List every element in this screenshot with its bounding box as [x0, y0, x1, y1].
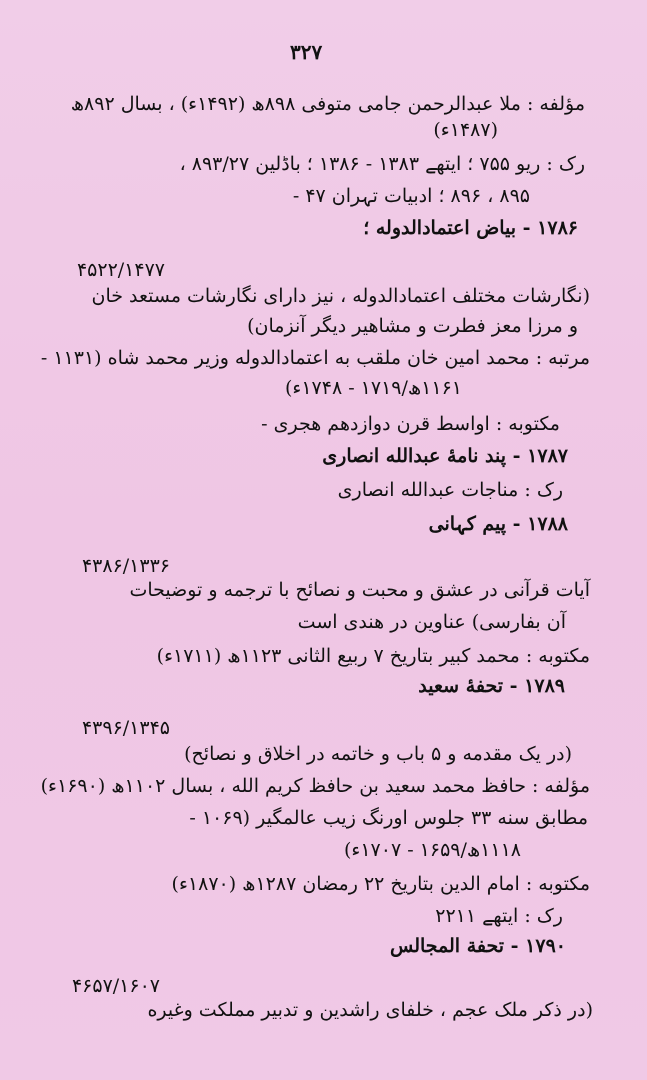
entry-heading: ۱۷۹۰ - تحفة المجالس — [389, 935, 566, 957]
text-line: (در یک مقدمه و ۵ باب و خاتمه در اخلاق و نصائح) — [184, 743, 572, 765]
text-line: و مرزا معز فطرت و مشاهیر دیگر آنزمان) — [247, 315, 578, 337]
text-line: ۴۶۵۷/۱۶۰۷ — [71, 975, 160, 997]
page-number: ۳۲۷ — [290, 40, 323, 64]
text-line: رک : ریو ۷۵۵ ؛ ایتھے ۱۳۸۳ - ۱۳۸۶ ؛ باڈلین ۸۹۳/۲۷ ، — [179, 153, 585, 175]
text-line: ۸۹۵ ، ۸۹۶ ؛ ادبیات تہران ۴۷ - — [292, 185, 530, 207]
text-line: (در ذکر ملک عجم ، خلفای راشدین و تدبیر مملکت وغیره — [147, 999, 593, 1021]
entry-heading: ۱۷۸۹ - تحفهٔ سعید — [418, 675, 565, 697]
entry-heading: ۱۷۸۶ - بیاض اعتمادالدوله ؛ — [363, 217, 578, 239]
text-line: ۱۱۱۸ھ/۱۶۵۹ - ۱۷۰۷ء) — [343, 839, 521, 861]
text-line: (نگارشات مختلف اعتمادالدوله ، نیز دارای نگارشات مستعد خان — [91, 285, 590, 307]
text-line: آیات قرآنی در عشق و محبت و نصائح با ترجمه و توضیحات — [129, 579, 590, 601]
text-line: مؤلفه : ملا عبدالرحمن جامی متوفی ۸۹۸ھ (۱۴۹۲ء) ، بسال ۸۹۲ھ — [70, 93, 585, 115]
text-line: ۴۳۹۶/۱۳۴۵ — [81, 717, 170, 739]
text-line: مکتوبه : اواسط قرن دوازدهم هجری - — [261, 413, 560, 435]
entry-heading: ۱۷۸۷ - پند نامهٔ عبدالله انصاری — [322, 445, 568, 467]
text-line: رک : مناجات عبدالله انصاری — [337, 479, 563, 501]
text-line: مؤلفه : حافظ محمد سعید بن حافظ کریم الله ، بسال ۱۱۰۲ھ (۱۶۹۰ء) — [40, 775, 590, 797]
text-line: مطابق سنه ۳۳ جلوس اورنگ زیب عالمگیر (۱۰۶۹ - — [189, 807, 588, 829]
text-line: (۱۴۸۷ء) — [433, 119, 498, 141]
text-line: ۱۱۶۱ھ/۱۷۱۹ - ۱۷۴۸ء) — [284, 377, 462, 399]
text-line: مکتوبه : امام الدین بتاریخ ۲۲ رمضان ۱۲۸۷ھ (۱۸۷۰ء) — [171, 873, 590, 895]
entry-heading: ۱۷۸۸ - پیم کہانی — [428, 513, 568, 535]
text-line: آن بفارسی) عناوین در هندی است — [297, 611, 566, 633]
text-line: رک : ایتھے ۲۲۱۱ — [435, 905, 563, 927]
text-line: مرتبه : محمد امین خان ملقب به اعتمادالدوله وزیر محمد شاه (۱۱۳۱ - — [40, 347, 590, 369]
text-line: ۴۵۲۲/۱۴۷۷ — [76, 259, 165, 281]
text-line: ۴۳۸۶/۱۳۳۶ — [81, 555, 170, 577]
text-line: مکتوبه : محمد کبیر بتاریخ ۷ ربیع الثانی ۱۱۲۳ھ (۱۷۱۱ء) — [156, 645, 590, 667]
